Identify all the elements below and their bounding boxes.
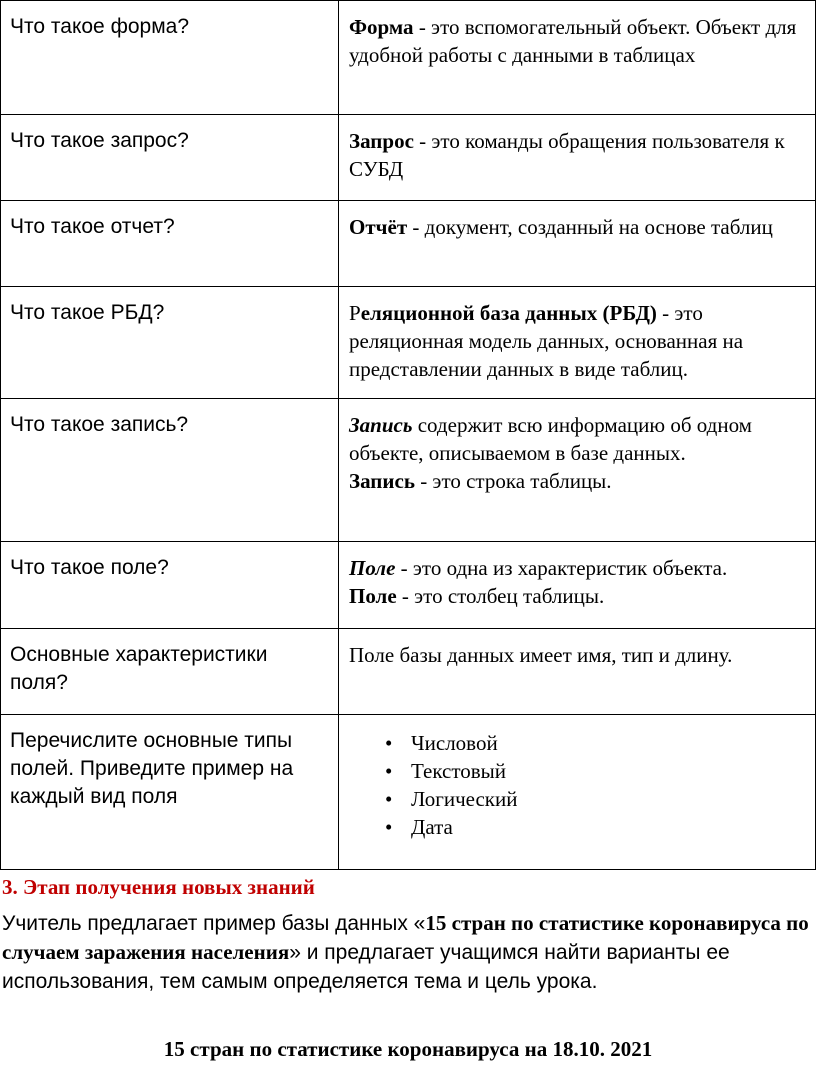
answer-text: - это реляционная модель данных, основанная на представлении данных в виде таблиц. [349,301,744,381]
answer-term: Запрос [349,129,414,153]
answer-term-prefix: Р [349,301,361,325]
answer-term: Поле [349,556,396,580]
table-row [1,542,816,629]
answer-text: - это одна из характеристик объекта. [395,556,728,580]
question-cell: Что такое форма? [1,1,339,115]
answer-term: еляционной база данных (РБД) [360,301,657,325]
table-row [1,1,816,115]
question-cell: Перечислите основные типы полей. Приведите пример на каждый вид поля [1,715,339,870]
table-title: 15 стран по статистике коронавируса на 18.10. 2021 [163,1037,653,1061]
question-cell: Что такое отчет? [1,201,339,287]
table-row [1,399,816,542]
table-row [1,287,816,399]
answer-term: Форма [349,15,414,39]
answer-term: Запись [349,413,413,437]
list-item: • Дата [385,815,453,839]
question-cell: Что такое РБД? [1,287,339,399]
answer-text: - это вспомогательный объект. Объект для удобной работы с данными в таблицах [349,15,797,67]
answer-cell [339,715,816,870]
question-cell: Что такое запрос? [1,115,339,201]
answer-text-2: - это столбец таблицы. [396,584,605,608]
answer-cell [339,201,816,287]
answer-cell [339,399,816,542]
answer-cell [339,1,816,115]
answer-term-2: Поле [349,584,397,608]
field-types-list [349,729,807,841]
intro-text-1: Учитель предлагает пример базы данных « [2,912,426,935]
list-item: • Логический [385,787,518,811]
answer-text: - документ, созданный на основе таблиц [407,215,773,239]
bullet-icon: • [385,731,393,755]
table-row [1,115,816,201]
table-row [1,715,816,870]
intro-paragraph [2,909,812,996]
answer-term-2: Запись [349,469,415,493]
answer-cell [339,287,816,399]
question-cell: Основные характеристики поля? [1,629,339,715]
answer-cell [339,542,816,629]
section-heading: 3. Этап получения новых знаний [2,875,315,899]
intro-bold-title: 15 стран по статистике коронавируса по случаем заражения населения [2,911,809,964]
answer-text: содержит всю информацию об одном объекте, описываемом в базе данных. [349,413,752,465]
answer-cell [339,115,816,201]
table-row [1,629,816,715]
bullet-icon: • [385,815,393,839]
intro-text-2: » и предлагает учащимся найти варианты ее использования, тем самым определяется тема и цель урока. [2,941,730,993]
question-cell: Что такое запись? [1,399,339,542]
answer-text-2: - это строка таблицы. [414,469,612,493]
answer-text: - это команды обращения пользователя к СУБД [349,129,785,181]
bullet-icon: • [385,787,393,811]
list-item: • Текстовый [385,759,507,783]
list-item: • Числовой [385,731,498,755]
answer-term: Отчёт [349,215,408,239]
table-row [1,201,816,287]
bullet-icon: • [385,759,393,783]
answer-cell: Поле базы данных имеет имя, тип и длину. [339,629,816,715]
question-cell: Что такое поле? [1,542,339,629]
